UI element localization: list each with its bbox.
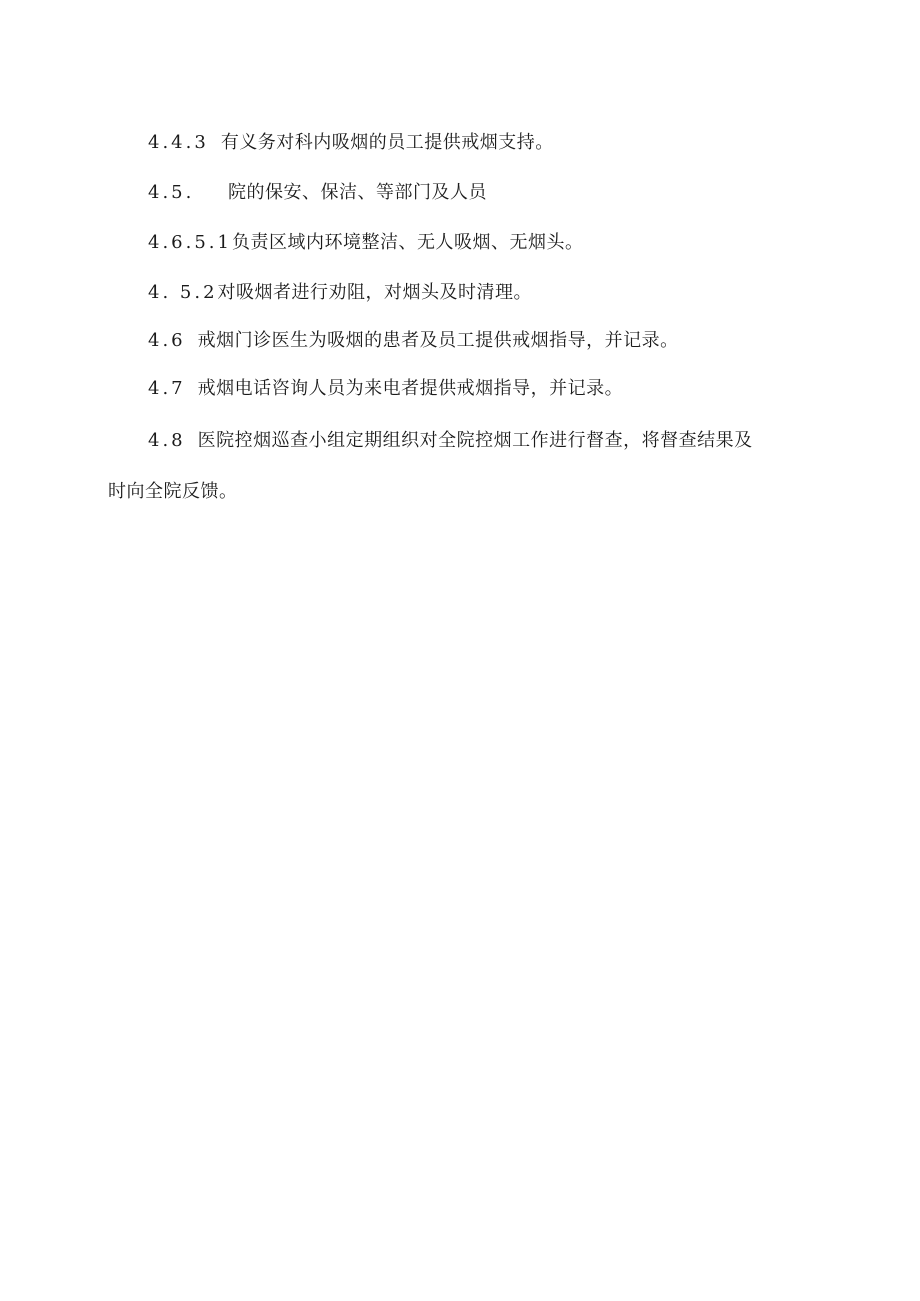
paragraph-4-8 [148, 429, 753, 453]
paragraph-4-6 [148, 329, 679, 353]
paragraph-number: 4.5. [148, 182, 195, 203]
paragraph-4-5-2 [148, 281, 532, 305]
paragraph-text: 戒烟电话咨询人员为来电者提供戒烟指导，并记录。 [197, 378, 624, 399]
paragraph-number: 4.4.3 [148, 132, 209, 153]
paragraph-number: 4.7 [148, 378, 186, 399]
paragraph-text: 负责区域内环境整洁、无人吸烟、无烟头。 [231, 232, 584, 253]
paragraph-number: 4.6 [148, 330, 186, 351]
paragraph-text: 时向全院反馈。 [108, 481, 238, 502]
paragraph-text: 有义务对科内吸烟的员工提供戒烟支持。 [220, 132, 554, 153]
paragraph-4-4-3 [148, 131, 554, 155]
paragraph-text: 戒烟门诊医生为吸烟的患者及员工提供戒烟指导，并记录。 [197, 330, 679, 351]
paragraph-4-6-5-1 [148, 231, 583, 255]
paragraph-number: 4.8 [148, 430, 186, 451]
paragraph-4-5 [148, 181, 487, 205]
paragraph-text: 医院控烟巡查小组定期组织对全院控烟工作进行督查，将督查结果及 [197, 430, 753, 451]
paragraph-4-8-continuation [108, 480, 238, 504]
paragraph-text: 对吸烟者进行劝阻，对烟头及时清理。 [217, 282, 533, 303]
paragraph-number: 4.6.5.1 [148, 232, 232, 253]
paragraph-text: 院的保安、保洁、等部门及人员 [228, 182, 487, 203]
paragraph-4-7 [148, 377, 623, 401]
paragraph-number: 4. 5.2 [148, 282, 218, 303]
